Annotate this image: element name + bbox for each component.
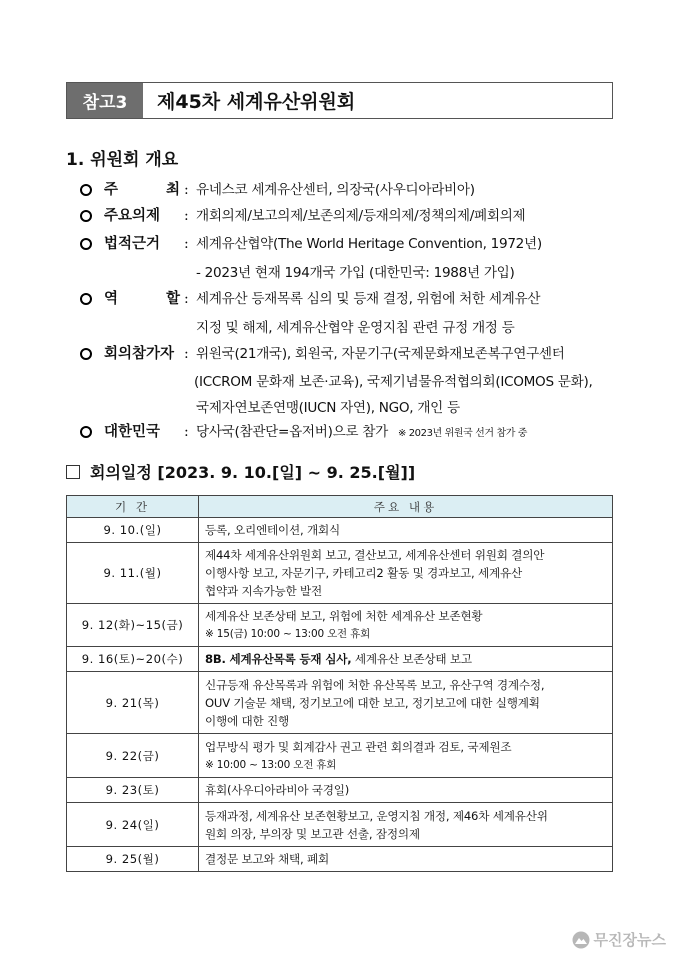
overview-label: 역 할 — [104, 291, 180, 307]
overview-label: 회의참가자 — [104, 346, 175, 362]
overview-cont: (ICCROM 문화재 보존·교육), 국제기념물유적협의회(ICOMOS 문화), — [194, 374, 593, 390]
overview-text: 위원국(21개국), 회원국, 자문기구(국제문화재보존복구연구센터 — [196, 346, 565, 362]
page-title: 제45차 세계유산위원회 — [157, 91, 356, 113]
table-row: 9. 16(토)~20(수) 8B. 세계유산목록 등재 심사, 세계유산 보존상태 보고 — [67, 647, 613, 672]
overview-label: 법적근거 — [104, 236, 161, 252]
row-note: ※ 15(금) 10:00 ~ 13:00 오전 휴회 — [205, 628, 371, 640]
header-box — [66, 82, 613, 119]
hollow-circle-bullet-icon — [80, 293, 92, 305]
overview-text: 세계유산협약(The World Heritage Convention, 1972년) — [196, 236, 542, 252]
overview-note: ※ 2023년 위원국 선거 참가 중 — [397, 428, 527, 439]
hollow-circle-bullet-icon — [80, 184, 92, 196]
table-row: 9. 22(금) 업무방식 평가 및 회계감사 권고 관련 회의결과 검토, 국제원조 ※ 10:00 ~ 13:00 오전 휴회 — [67, 734, 613, 778]
table-header-row — [67, 496, 613, 518]
row-note: ※ 10:00 ~ 13:00 오전 휴회 — [205, 758, 337, 771]
table-row: 9. 12(화)~15(금) 세계유산 보존상태 보고, 위험에 처한 세계유산 보존현황 ※ 15(금) 10:00 ~ 13:00 오전 휴회 — [67, 604, 613, 647]
overview-text: 유네스코 세계유산센터, 의장국(사우디아라비아) — [196, 182, 475, 198]
table-row: 9. 21(목) 신규등재 유산목록과 위험에 처한 유산목록 보고, 유산구역 경계수정, OUV 기술문 채택, 정기보고에 대한 보고, 정기보고에 대한 실행계획 이행에 대한 진행 — [67, 672, 613, 734]
column-header-period: 기 간 — [67, 496, 199, 518]
overview-text: 당사국(참관단=옵저버)으로 참가 ※ 2023년 위원국 선거 참가 중 — [196, 424, 527, 440]
column-header-content: 주요 내용 — [199, 496, 613, 518]
overview-text: 개회의제/보고의제/보존의제/등재의제/정책의제/폐회의제 — [196, 208, 526, 224]
overview-cont: 국제자연보존연맹(IUCN 자연), NGO, 개인 등 — [196, 400, 460, 416]
table-row: 9. 24(일) 등재과정, 세계유산 보존현황보고, 운영지침 개정, 제46차 세계유산위 원회 의장, 부의장 및 보고관 선출, 잠정의제 — [67, 803, 613, 847]
overview-title: 1. 위원회 개요 — [66, 150, 179, 170]
empty-square-icon — [66, 465, 80, 479]
table-row: 9. 10.(일) 등록, 오리엔테이션, 개회식 — [67, 518, 613, 543]
overview-text: 세계유산 등재목록 심의 및 등재 결정, 위험에 처한 세계유산 — [196, 291, 541, 307]
overview-label: 대한민국 — [104, 424, 161, 440]
schedule-title: 회의일정 [2023. 9. 10.[일] ~ 9. 25.[월]] — [66, 460, 415, 483]
hollow-circle-bullet-icon — [80, 426, 92, 438]
hollow-circle-bullet-icon — [80, 348, 92, 360]
table-row: 9. 25(월) 결정문 보고와 채택, 폐회 — [67, 847, 613, 872]
overview-label: 주 최 — [104, 182, 180, 198]
header-tag: 참고3 — [67, 83, 143, 118]
overview-cont: - 2023년 현재 194개국 가입 (대한민국: 1988년 가입) — [196, 265, 515, 281]
mountain-logo-icon — [572, 931, 590, 949]
hollow-circle-bullet-icon — [80, 238, 92, 250]
schedule-table — [66, 495, 613, 872]
overview-cont: 지정 및 해제, 세계유산협약 운영지침 관련 규정 개정 등 — [196, 320, 515, 336]
table-row: 9. 23(토) 휴회(사우디아라비아 국경일) — [67, 778, 613, 803]
table-row: 9. 11.(월) 제44차 세계유산위원회 보고, 결산보고, 세계유산센터 위원회 결의안 이행사항 보고, 자문기구, 카테고리2 활동 및 경과보고, 세계유산 협약과 지속가능한 발전 — [67, 543, 613, 604]
hollow-circle-bullet-icon — [80, 210, 92, 222]
watermark: 무진장뉴스 — [572, 929, 666, 950]
overview-label: 주요의제 — [104, 208, 161, 224]
